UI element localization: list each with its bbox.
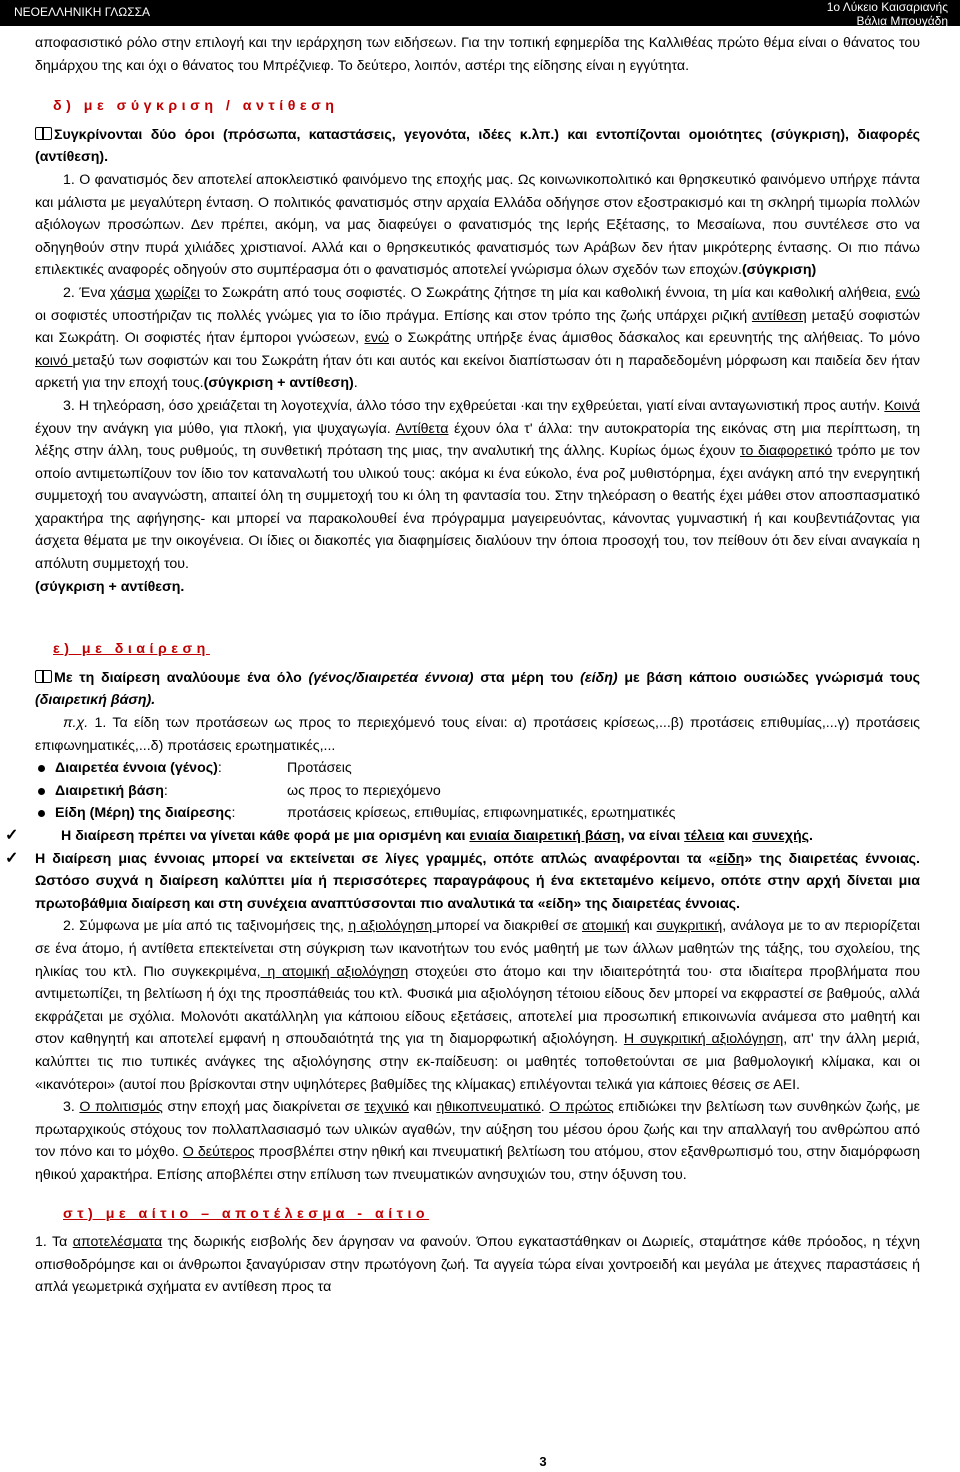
text: στοχεύει στο άτομο και την ιδιαιτερότητά του· στα ιδιαίτερα προβλήματα που αντιμετωπίζει, τη βελτίωση ή όχι της προσπάθειάς του κτλ. Φυσικά μια αξιολόγηση τέτοιου είδους δεν μπορεί να εκφραστεί σε βαθμούς, αλλά εκφράζεται με σχόλια. Μολονότι ακατάλληλη για κάποιου είδους εξετάσεις, αποτελεί μια προσωπική επικοινωνία ανάμεσα στο μαθητή και στον καθηγητή και αποτελεί εμφανή η σπουδαιότητά της για τη διαμορφωτική αξιολόγηση. bbox=[35, 963, 920, 1048]
section-d-definition bbox=[35, 124, 920, 169]
underlined-text: ενώ bbox=[364, 330, 390, 347]
text: μεταξύ σοφιστών και Σωκράτη. Οι σοφιστές ήταν έμποροι γνώσεων, bbox=[35, 307, 920, 347]
text: Η διαίρεση μιας έννοιας μπορεί να εκτείνεται σε λίγες γραμμές, οπότε απλώς αναφέρονται τα « bbox=[35, 850, 717, 867]
section-st-heading: στ) με αίτιο – αποτέλεσμα - αίτιο bbox=[63, 1205, 430, 1222]
text: . bbox=[540, 1099, 550, 1116]
text: Η διαίρεση πρέπει να γίνεται κάθε φορά με μια ορισμένη και bbox=[61, 828, 470, 844]
text: 1. Τα είδη των προτάσεων ως προς το περιεχόμενό τους είναι: α) προτάσεις κρίσεως,...β) προτάσεις επιθυμίας,...γ) προτάσεις επιφωνηματικές,...δ) προτάσεις ερωτηματικές,... bbox=[35, 715, 920, 754]
section-st-paragraph-1 bbox=[35, 1231, 920, 1299]
bullet-label: Είδη (Μέρη) της διαίρεσης bbox=[55, 805, 232, 822]
ex3-tag: (σύγκριση + αντίθεση. bbox=[35, 578, 185, 595]
text: και bbox=[408, 1099, 437, 1116]
underlined-text: αντίθεση bbox=[751, 307, 807, 324]
bullet-value: ως προς το περιεχόμενο bbox=[287, 782, 441, 799]
intro-paragraph: αποφασιστικό ρόλο στην επιλογή και την ιεράρχηση των ειδήσεων. Για την τοπική εφημερίδα της Καλλιθέας πρώτο θέμα είναι ο θάνατος του δημάρχου της και όχι ο θάνατος του Μπρέζνιεφ. Το δεύτερο, λοιπόν, αστέρι της είδησης είναι η εγγύτητα. bbox=[35, 35, 920, 74]
text: . bbox=[353, 375, 358, 392]
ex1-tag: (σύγκριση) bbox=[741, 262, 817, 279]
checkmark-icon: ✓ bbox=[5, 827, 19, 844]
section-e-example-1 bbox=[35, 712, 920, 757]
section-e-definition bbox=[35, 667, 920, 712]
bullet-icon bbox=[38, 788, 45, 795]
example-label: π.χ. bbox=[63, 715, 89, 732]
ex1-text: 1. Ο φανατισμός δεν αποτελεί αποκλειστικό φαινόμενο της εποχής μας. Ως κοινωνικοπολιτικό και θρησκευτικό φαινόμενο υπήρχε πάντα και μάλιστα με μεγαλύτερη ένταση. Ο πολιτικός φανατισμός στην αρχαία Ελλάδα οδήγησε στον εξοστρακισμό και τη σκληρή τιμωρία πολλών αξιόλογων προσώπων. Δεν πρέπει, ακόμη, να μας διαφεύγει ο φανατισμός της Ιερής Εξέτασης, το Μεσαίωνα, που συντέλεσε στο να οδηγηθούν στην πυρά χιλιάδες χριστιανοί. Αλλά και ο θρησκευτικός φανατισμός των Αράβων δεν ήταν μικρότερης έντασης. Οι πιο πάνω επιλεκτικές αναφορές οδηγούν στο συμπέρασμα ότι ο φανατισμός αποτελεί γνώρισμα όλων σχεδόν των εποχών. bbox=[35, 171, 920, 279]
text: τρόπο με τον οποίο αντιμετωπίζουν τον ίδιο τον καταναλωτή του υλικού τους: ακόμα κι ένα εύκολο, ένα ρoζ μυθιστόρημα, έχει ανάγκη από την ενεργητική συμμετοχή του αναγνώστη, απαιτεί όλη τη συμμετοχή του κι όλη τη φαντασία του. Στην τηλεόραση ο θεατής έχει μάθει στον αποσπασματικό χαρακτήρα της αφήγησης- και μπορεί να παρακολουθεί ένα πρόγραμμα μαγειρευόντας, κάνοντας γυμναστική ή και κουβεντιάζοντας για άσχετα θέματα με την οικογένεια. Οι ίδιες οι διακοπές για διαφημίσεις διαλύουν την όποια προσοχή του, τον πείθουν ότι δεν είναι αναγκαία η απόλυτη συμμετοχή του. bbox=[35, 443, 920, 573]
text: , ανάλογα με το αν περιορίζεται σε ένα άτομο, ή αντίθετα επεκτείνεται στη σύγκριση των ικανοτήτων του ενός μαθητή με των άλλων μαθητών της τάξης, του σχολείου, της ηλικίας του κτλ. Πιο συγκεκριμένα bbox=[35, 918, 920, 980]
bullet-label: Διαιρετέα έννοια (γένος) bbox=[55, 760, 218, 777]
header-subject: ΝΕΟΕΛΛΗΝΙΚΗ ΓΛΩΣΣΑ bbox=[14, 5, 151, 19]
section-e-example-2 bbox=[35, 915, 920, 1096]
bullet-value: προτάσεις κρίσεως, επιθυμίας, επιφωνηματικές, ερωτηματικές bbox=[287, 805, 676, 822]
text: Με τη διαίρεση αναλύουμε ένα όλο bbox=[54, 669, 309, 686]
page-header bbox=[0, 0, 960, 26]
text: το Σωκράτη από τους σοφιστές. Ο Σωκράτης ζήτησε τη μία και καθολική έννοια, τη μία και καθολική αλήθεια, bbox=[199, 284, 896, 301]
text: με βάση κάποιο ουσιώδες γνώρισμά τους bbox=[617, 669, 921, 686]
underlined-text: Αντίθετα bbox=[395, 420, 449, 437]
header-author: Βάλια Μπουγάδη bbox=[856, 14, 948, 28]
bullet-item bbox=[35, 780, 920, 803]
section-d-example-2 bbox=[35, 282, 920, 395]
text: στην εποχή μας διακρίνεται σε bbox=[162, 1099, 365, 1116]
text: 3. Η τηλεόραση, όσο χρειάζεται τη λογοτεχνία, άλλο τόσο την εχθρεύεται ·και την εχθρεύεται, γιατί είναι ανταγωνιστική προς αυτήν. bbox=[63, 397, 885, 414]
bullet-icon bbox=[38, 810, 45, 817]
text: της δωρικής εισβολής δεν άργησαν να φανούν. Όπου εγκαταστάθηκαν οι Δωριείς, σταμάτησε κάθε πρόοδος, η τέχνη οπισθοδρόμησε και οι άνθρωποι ξαναγύρισαν στην πρωτόγονη ζωή. Τα αγγεία τώρα είναι χοντροειδή και μεγάλα με άτεχνες παραστάσεις ή απλά γεωμετρικά σχήματα εν αντίθεση προς τα bbox=[35, 1234, 920, 1296]
bullet-label: Διαιρετική βάση bbox=[55, 782, 164, 799]
bullet-item bbox=[35, 802, 920, 825]
italic-text: (διαιρετική βάση). bbox=[35, 692, 156, 709]
underlined-text: συνεχής bbox=[752, 828, 810, 844]
underlined-text: Ο πολιτισμός bbox=[79, 1099, 163, 1116]
page-number: 3 bbox=[539, 1454, 547, 1469]
underlined-text: , η ατομική αξιολόγηση bbox=[256, 963, 409, 980]
text: οι σοφιστές υποστήριζαν τις πολλές γνώμες για το ίδιο πράγμα. Επίσης και στον τρόπο της ζωής υπάρχει ριζική bbox=[35, 307, 752, 324]
underlined-text: τέλεια bbox=[684, 828, 725, 844]
header-school bbox=[827, 0, 948, 28]
header-school-name: 1ο Λύκειο Καισαριανής bbox=[826, 0, 948, 14]
underlined-text: Η συγκριτική αξιολόγηση bbox=[623, 1031, 784, 1048]
document-body bbox=[5, 32, 921, 1299]
underlined-text: είδη bbox=[716, 850, 745, 867]
book-icon bbox=[35, 670, 52, 683]
section-d-example-1 bbox=[35, 169, 920, 282]
bullet-icon bbox=[38, 765, 45, 772]
underlined-text: αποτελέσματα bbox=[72, 1234, 163, 1251]
text: έχουν την ανάγκη για μύθο, για πλοκή, για ψυχαγωγία. bbox=[35, 420, 396, 437]
text: επιδιώκει την βελτίωση των συνθηκών ζωής, με πρωταρχικούς στόχους τον πολλαπλασιασμό των υλικών αγαθών, την αύξηση του μέσου όρου ζωής και την απαλλαγή του ανθρώπου από τον πόνο και το μόχθο. bbox=[35, 1099, 920, 1161]
text: , να είναι bbox=[620, 828, 685, 844]
text: προσβλέπει στην ηθική και πνευματική βελτίωση του ατόμου, στον εξανθρωπισμό του, στην διαμόρφωση ηθικού χαρακτήρα. Επίσης αποβλέπει στην επίλυση των πνευματικών ανησυχιών του, στην όξυνση του. bbox=[35, 1144, 920, 1183]
underlined-text: χάσμα bbox=[110, 284, 151, 301]
text: 3. bbox=[63, 1099, 80, 1116]
underlined-text: ενώ bbox=[895, 284, 920, 301]
italic-text: (είδη) bbox=[580, 669, 618, 686]
bullet-colon: : bbox=[163, 782, 168, 799]
section-d-example-3 bbox=[35, 395, 920, 598]
text: και bbox=[724, 828, 753, 844]
text: 1. Τα bbox=[35, 1234, 73, 1251]
bullet-colon: : bbox=[231, 805, 236, 822]
rule-2 bbox=[5, 848, 920, 916]
underlined-text: η αξιολόγηση bbox=[348, 918, 437, 935]
text: στα μέρη του bbox=[473, 669, 581, 686]
text: ο Σωκράτης υπήρξε ένας άμισθος δάσκαλος και ερευνητής της αλήθειας. Το μόνο bbox=[389, 330, 920, 347]
text: και bbox=[629, 918, 657, 935]
book-icon bbox=[35, 127, 52, 140]
spacer bbox=[35, 598, 920, 624]
text: . bbox=[809, 828, 813, 844]
bullet-value: Προτάσεις bbox=[287, 760, 352, 777]
underlined-text: ηθικοπνευματικό bbox=[436, 1099, 541, 1116]
italic-text: (γένος/διαιρετέα έννοια) bbox=[308, 669, 474, 686]
section-e-heading: ε) με διαίρεση bbox=[53, 641, 210, 658]
bullet-colon: : bbox=[217, 760, 222, 777]
text: 2. Σύμφωνα με μία από τις ταξινομήσεις της, bbox=[63, 918, 349, 935]
underlined-text: συγκριτική bbox=[656, 918, 723, 935]
text: , απ' την άλλη μεριά, καλύπτει τις πιο τυπικές ανάγκες της αξιολόγησης στην εκ-παίδευση: οι μαθητές τοποθετούνται σε μια βαθμολογική κλίμακα, και οι «ικανότεροι» (αυτοί που βρίσκονται στην υψηλότερες βαθμίδες της κλίμακας) επιλέγονται τελικά για κάποιες θέσεις σε ΑΕΙ. bbox=[35, 1031, 920, 1093]
text: μπορεί να διακριθεί σε bbox=[436, 918, 582, 935]
section-d-definition-text: Συγκρίνονται δύο όροι (πρόσωπα, καταστάσεις, γεγονότα, ιδέες κ.λπ.) και εντοπίζονται ομοιότητες (σύγκριση), διαφορές (αντίθεση). bbox=[35, 126, 920, 166]
underlined-text: ατομική bbox=[581, 918, 630, 935]
text: έχουν όλα τ' άλλα: την αυτοκρατορία της εικόνας στη μια περίπτωση, τη λέξης στην άλλη, τους ρυθμούς, τη συνθετική πρόταση της μιας, την αναλυτική της άλλης. Κυρίως όμως έχουν bbox=[35, 420, 920, 460]
text: 2. Ένα bbox=[63, 284, 111, 301]
section-d-heading: δ) με σύγκριση / αντίθεση bbox=[53, 98, 339, 115]
ex2-tag: (σύγκριση + αντίθεση) bbox=[203, 375, 354, 392]
underlined-text: Κοινά bbox=[884, 397, 920, 414]
rule-1 bbox=[5, 825, 920, 848]
checkmark-icon: ✓ bbox=[5, 849, 19, 867]
underlined-text: Ο δεύτερος bbox=[182, 1144, 255, 1161]
underlined-text: τεχνικό bbox=[364, 1099, 409, 1116]
text: » της διαιρετέας έννοιας. Ωστόσο συχνά η διαίρεση καλύπτει μία ή περισσότερες παραγράφους ή ένα εκτεταμένο κείμενο, οπότε στην αρχή δίνεται μια πρωτοβάθμια διαίρεση και στη συνέχεια αναπτύσσονται πιο αναλυτικά τα «είδη» της διαιρετέας έννοιας. bbox=[35, 850, 920, 912]
text: μεταξύ των σοφιστών και του Σωκράτη ήταν ότι και αυτός και εκείνοι διαπίστωσαν ότι η παραδεδομένη μόρφωση και παιδεία δεν ήταν αρκετή για την εποχή τους. bbox=[35, 352, 920, 392]
underlined-text: κοινό bbox=[35, 352, 73, 369]
underlined-text: χωρίζει bbox=[154, 284, 200, 301]
section-e-example-3 bbox=[35, 1096, 920, 1186]
underlined-text: ενιαία διαιρετική βάση bbox=[469, 828, 621, 844]
underlined-text: το διαφορετικό bbox=[740, 443, 833, 460]
underlined-text: Ο πρώτος bbox=[549, 1099, 614, 1116]
bullet-item bbox=[35, 757, 920, 780]
